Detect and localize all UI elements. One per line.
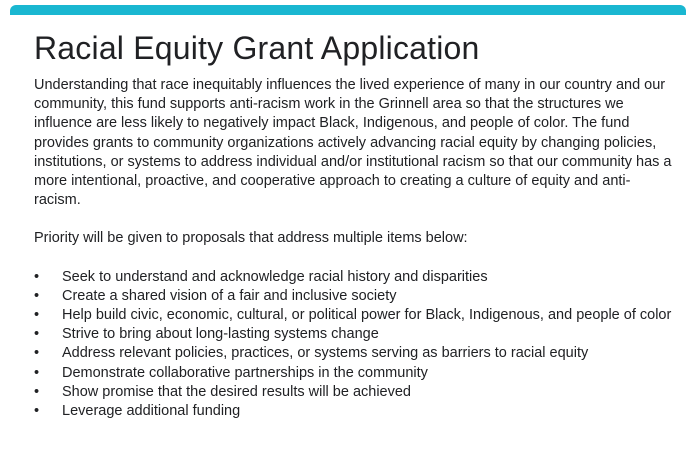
bullet-icon: • [34, 345, 40, 362]
priority-intro: Priority will be given to proposals that address multiple items below: [34, 230, 468, 247]
form-header-content [34, 28, 674, 421]
bullet-icon: • [34, 287, 40, 304]
list-item-text: Leverage additional funding [62, 403, 241, 420]
bullet-icon: • [34, 307, 40, 324]
bullet-icon: • [34, 326, 40, 343]
list-item [34, 383, 674, 402]
form-title: Racial Equity Grant Application [34, 30, 480, 66]
priority-list [34, 268, 674, 422]
bullet-icon: • [34, 383, 40, 400]
accent-bar [10, 5, 686, 15]
list-item [34, 287, 674, 306]
bullet-icon: • [34, 268, 40, 285]
list-item [34, 306, 674, 325]
list-item-text: Create a shared vision of a fair and inclusive society [62, 287, 397, 304]
list-item [34, 402, 674, 421]
form-header-card [10, 0, 686, 455]
list-item-text: Strive to bring about long-lasting systems change [62, 326, 379, 343]
list-item-text: Address relevant policies, practices, or systems serving as barriers to racial equity [62, 345, 589, 362]
bullet-icon: • [34, 364, 40, 381]
bullet-icon: • [34, 403, 40, 420]
list-item-text: Show promise that the desired results will be achieved [62, 383, 411, 400]
list-item [34, 364, 674, 383]
list-item-text: Seek to understand and acknowledge racial history and disparities [62, 268, 488, 285]
list-item-text: Demonstrate collaborative partnerships in the community [62, 364, 428, 381]
list-item [34, 268, 674, 287]
form-description: Understanding that race inequitably influences the lived experience of many in our country and our community, this fund supports anti-racism work in the Grinnell area so that the structures we influence are less likely to negatively impact Black, Indigenous, and people of color. The fund provides grants to community organizations actively advancing racial equity by changing policies, institutions, or systems to address individual and/or institutional racism so that our community has a more intentional, proactive, and cooperative approach to creating a culture of equity and anti-racism. [34, 77, 672, 209]
list-item [34, 344, 674, 363]
list-item [34, 325, 674, 344]
list-item-text: Help build civic, economic, cultural, or political power for Black, Indigenous, and people of color [62, 307, 672, 324]
